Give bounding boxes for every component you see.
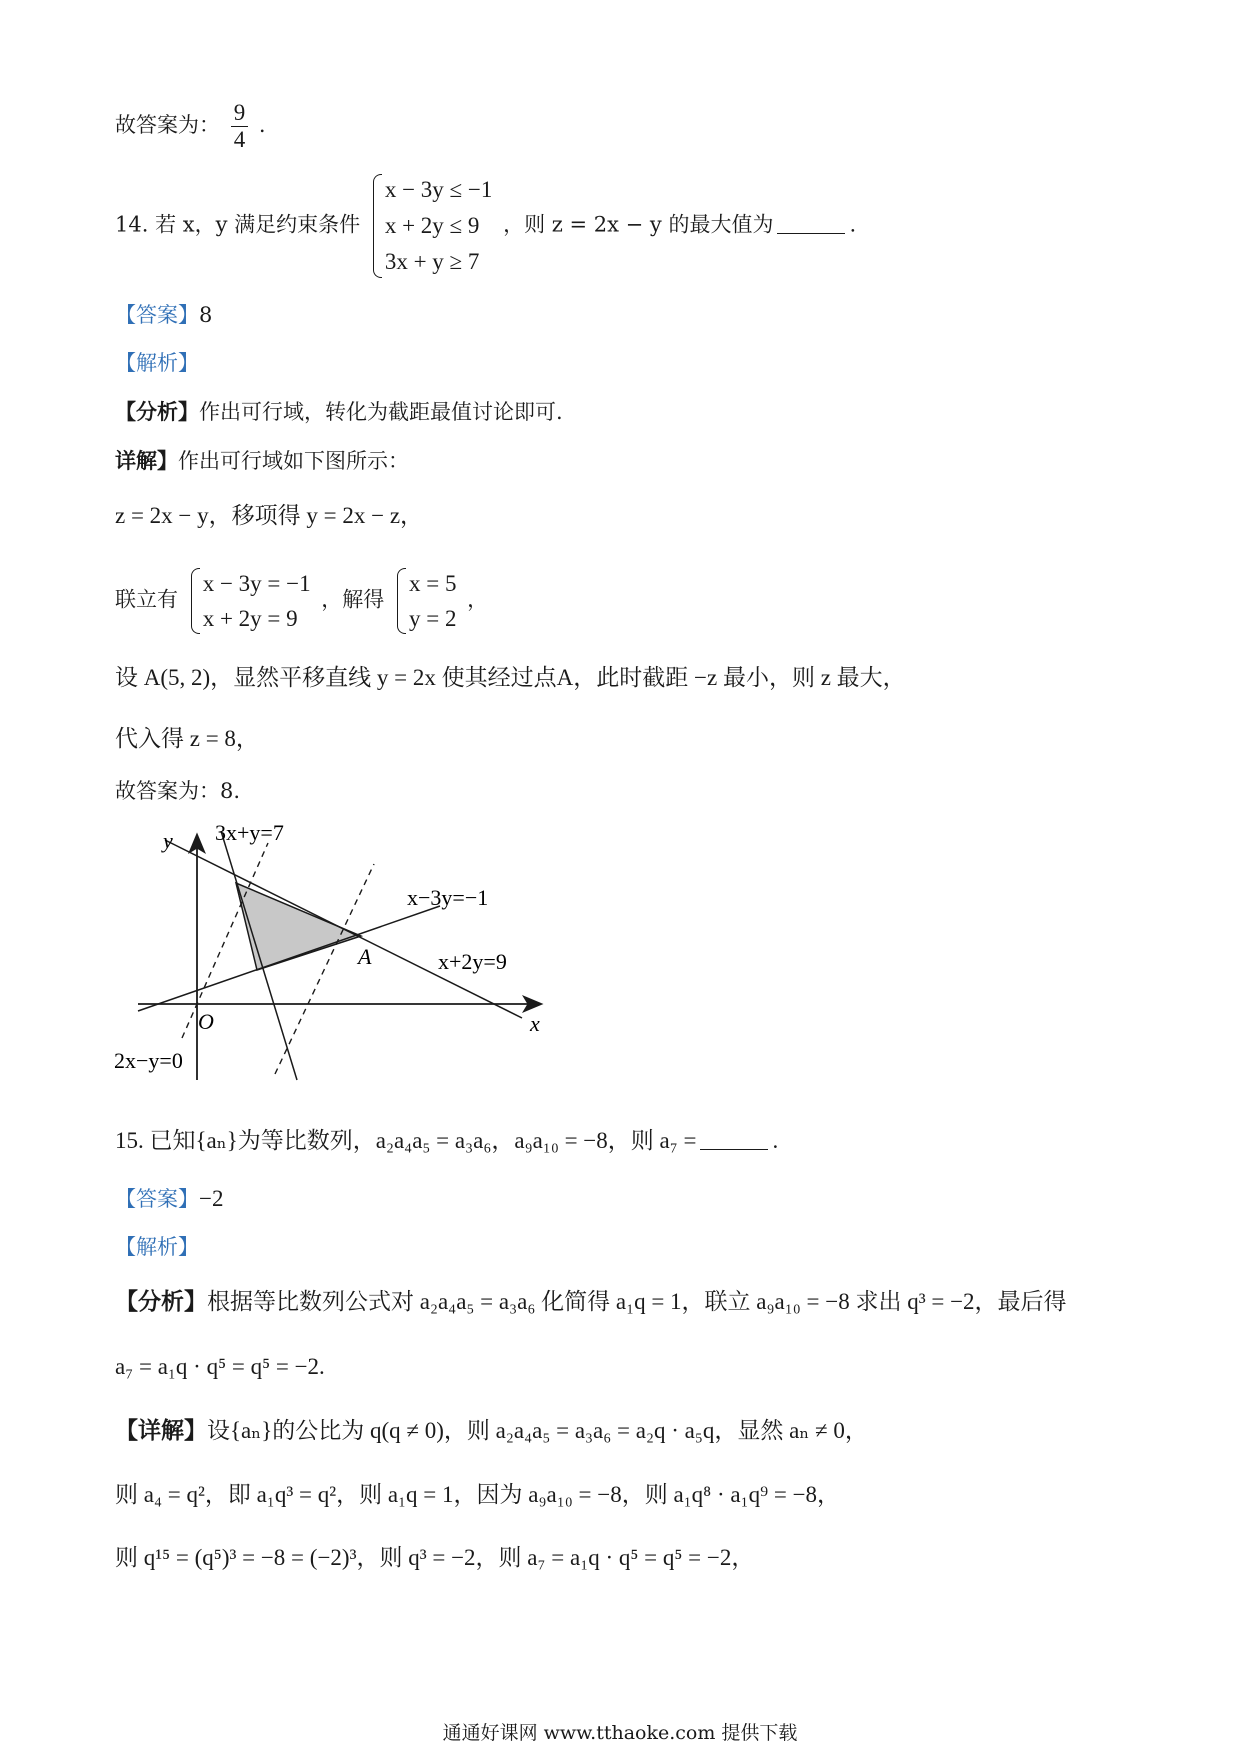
line-2x-minus-y-eq-0-through-A [275,864,374,1074]
label-x-axis: x [530,1011,540,1036]
answer-14: 【答案】8 [115,303,213,327]
jiexi-14-heading: 【解析】 [115,351,199,375]
xiangjie-14: 详解】作出可行域如下图所示： [115,448,409,473]
label-line-x-minus-3y: x−3y=−1 [407,885,489,910]
step-5: 故答案为：8. [115,779,241,803]
label-line-3x-plus-y: 3x+y=7 [215,820,284,845]
constraint-system: x − 3y ≤ −1 x + 2y ≤ 9 3x + y ≥ 7 [371,172,493,280]
fenxi-14: 【分析】作出可行域，转化为截距最值讨论即可. [115,399,563,424]
fenxi-15: 【分析】根据等比数列公式对 a₂a₄a₅ = a₃a₆ 化简得 a₁q = 1，联立 a₉a₁₀ = −8 求出 q³ = −2，最后得 [115,1289,1067,1314]
solution-system: x = 5 y = 2 [395,566,456,636]
jiexi-15-heading: 【解析】 [115,1235,199,1259]
line-x-plus-2y-eq-9 [165,840,522,1018]
linear-system: x − 3y = −1 x + 2y = 9 [189,566,311,636]
q13-answer-line: 故答案为： $\frac{9}{4}$ . [115,100,266,152]
xiangjie-15-line-2: 则 a₄ = q²，即 a₁q³ = q²，则 a₁q = 1，因为 a₉a₁₀ = −8，则 a₁q⁸ · a₁q⁹ = −8， [115,1482,841,1507]
step-4: 代入得 z = 8， [115,726,259,751]
step-2: 联立有 x − 3y = −1 x + 2y = 9 ，解得 x = 5 y = 2 ， [115,566,488,636]
fenxi-15-cont: a₇ = a₁q · q⁵ = q⁵ = −2. [115,1354,325,1379]
fraction-nine-fourths: $\frac{9}{4}$ [231,100,249,153]
xiangjie-15-line-1: 【详解】设{aₙ}的公比为 q(q ≠ 0)，则 a₂a₄a₅ = a₃a₆ = a₂q · a₅q，显然 aₙ ≠ 0， [115,1418,868,1443]
step-1: z = 2x − y，移项得 y = 2x − z， [115,503,424,528]
step-3: 设 A(5, 2)，显然平移直线 y = 2x 使其经过点A，此时截距 −z 最小，则 z 最大， [115,665,906,690]
answer-blank-15 [700,1149,768,1150]
label-line-x-plus-2y: x+2y=9 [438,949,507,974]
question-14: 14. 若 x，y 满足约束条件 x − 3y ≤ −1 x + 2y ≤ 9 3x + y ≥ 7 ，则 z = 2x − y 的最大值为 . [115,172,856,280]
label-origin: O [198,1009,214,1034]
label-point-A: A [358,944,372,969]
label-line-2x-minus-y: 2x−y=0 [114,1048,183,1073]
feasible-region [236,883,361,970]
feasible-region-graph [110,818,570,1098]
answer-15: 【答案】−2 [115,1186,224,1211]
xiangjie-15-line-3: 则 q¹⁵ = (q⁵)³ = −8 = (−2)³，则 q³ = −2，则 a₇ = a₁q · q⁵ = q⁵ = −2， [115,1545,755,1570]
question-15: 15. 已知{aₙ}为等比数列，a₂a₄a₅ = a₃a₆，a₉a₁₀ = −8，则 a₇ = . [115,1128,779,1153]
label-y-axis: y [163,828,173,853]
footer-source: 通通好课网 www.tthaoke.com 提供下载 [442,1722,798,1744]
answer-blank [777,233,845,234]
